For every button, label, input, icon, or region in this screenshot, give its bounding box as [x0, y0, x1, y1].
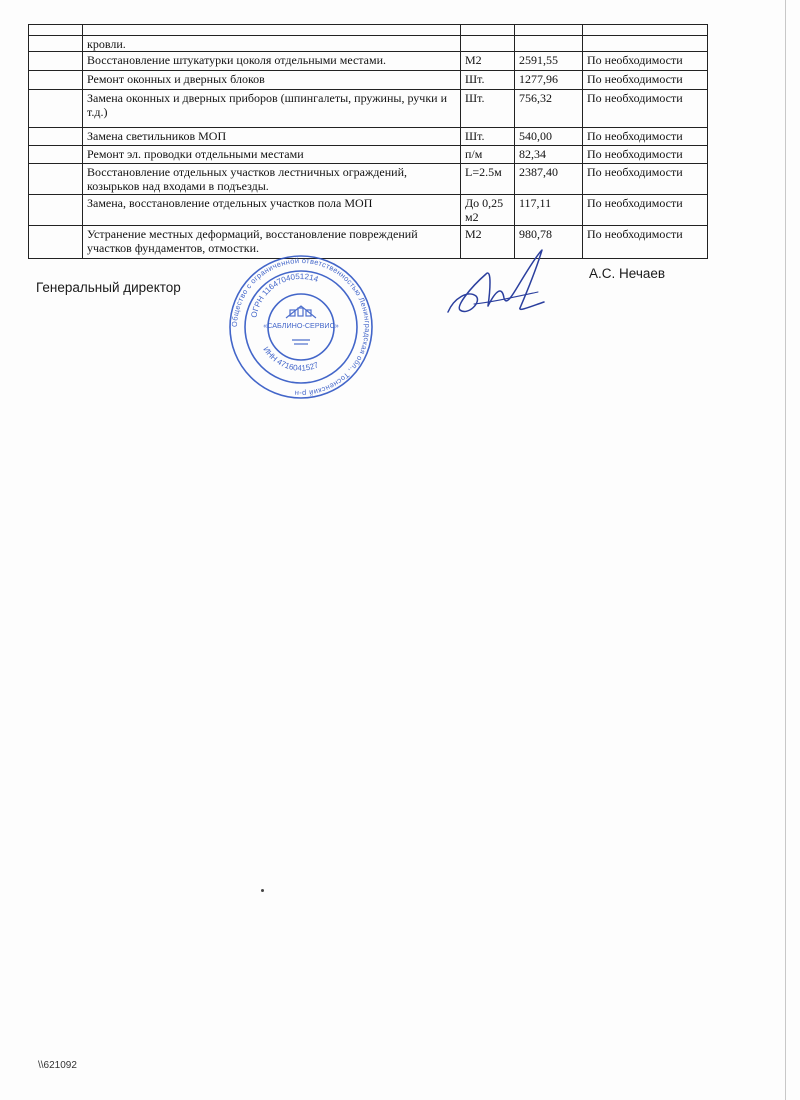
- table-row: [29, 90, 708, 128]
- table-row: [29, 146, 708, 164]
- cell-period: По необходимости: [583, 52, 708, 71]
- cell-price: 2591,55: [515, 52, 583, 71]
- table-row: [29, 71, 708, 90]
- table-row: [29, 128, 708, 146]
- cell-period: [583, 25, 708, 36]
- cell-price: 980,78: [515, 226, 583, 259]
- works-table: [28, 24, 708, 259]
- stamp-inn: ИНН 4716041527: [261, 345, 320, 373]
- cell-period: По необходимости: [583, 90, 708, 128]
- cell-price: [515, 25, 583, 36]
- cell-price: 540,00: [515, 128, 583, 146]
- works-table-body: [29, 25, 708, 259]
- cell-period: По необходимости: [583, 226, 708, 259]
- cell-no: [29, 52, 83, 71]
- company-stamp: [226, 252, 376, 402]
- cell-name: Ремонт эл. проводки отдельными местами: [83, 146, 461, 164]
- cell-period: По необходимости: [583, 164, 708, 195]
- cell-price: 2387,40: [515, 164, 583, 195]
- cell-name: Замена светильников МОП: [83, 128, 461, 146]
- cell-no: [29, 90, 83, 128]
- cell-name: Восстановление отдельных участков лестничных ограждений, козырьков над входами в подъезды.: [83, 164, 461, 195]
- cell-period: По необходимости: [583, 195, 708, 226]
- table-row: [29, 36, 708, 52]
- stamp-company-name: «САБЛИНО-СЕРВИС»: [263, 321, 339, 330]
- cell-unit: Шт.: [461, 128, 515, 146]
- cell-no: [29, 164, 83, 195]
- signer-name: А.С. Нечаев: [589, 266, 666, 281]
- cell-no: [29, 226, 83, 259]
- table-row: [29, 52, 708, 71]
- cell-price: [515, 36, 583, 52]
- table-row-cut: [29, 25, 708, 36]
- cell-name: [83, 25, 461, 36]
- position-title: Генеральный директор: [36, 280, 181, 295]
- cell-unit: [461, 25, 515, 36]
- page-edge: [785, 0, 786, 1100]
- cell-name: Восстановление штукатурки цоколя отдельными местами.: [83, 52, 461, 71]
- cell-unit: М2: [461, 52, 515, 71]
- cell-period: По необходимости: [583, 146, 708, 164]
- cell-unit: Шт.: [461, 71, 515, 90]
- cell-name: Устранение местных деформаций, восстановление повреждений участков фундаментов, отмостки.: [83, 226, 461, 259]
- cell-name: Ремонт оконных и дверных блоков: [83, 71, 461, 90]
- cell-unit: Шт.: [461, 90, 515, 128]
- cell-no: [29, 25, 83, 36]
- cell-price: 1277,96: [515, 71, 583, 90]
- cell-period: По необходимости: [583, 71, 708, 90]
- cell-period: По необходимости: [583, 128, 708, 146]
- cell-no: [29, 128, 83, 146]
- cell-unit: До 0,25 м2: [461, 195, 515, 226]
- cell-unit: п/м: [461, 146, 515, 164]
- table-row: [29, 164, 708, 195]
- cell-price: 117,11: [515, 195, 583, 226]
- cell-price: 82,34: [515, 146, 583, 164]
- cell-unit: [461, 36, 515, 52]
- document-reference: \\621092: [38, 1060, 77, 1071]
- cell-name: Замена, восстановление отдельных участков пола МОП: [83, 195, 461, 226]
- scan-speck: [261, 889, 264, 892]
- cell-no: [29, 36, 83, 52]
- stamp-ogrn: ОГРН 1164704051214: [249, 271, 320, 319]
- cell-no: [29, 195, 83, 226]
- cell-period: [583, 36, 708, 52]
- cell-name: кровли.: [83, 36, 461, 52]
- cell-name: Замена оконных и дверных приборов (шпингалеты, пружины, ручки и т.д.): [83, 90, 461, 128]
- cell-price: 756,32: [515, 90, 583, 128]
- cell-unit: L=2.5м: [461, 164, 515, 195]
- handwritten-signature: [440, 246, 550, 326]
- cell-no: [29, 146, 83, 164]
- table-row: [29, 195, 708, 226]
- cell-unit: М2: [461, 226, 515, 259]
- cell-no: [29, 71, 83, 90]
- stamp-outer-text: Общество с ограниченной ответственностью Ленинградская обл., Тосненский р-н: [229, 255, 373, 399]
